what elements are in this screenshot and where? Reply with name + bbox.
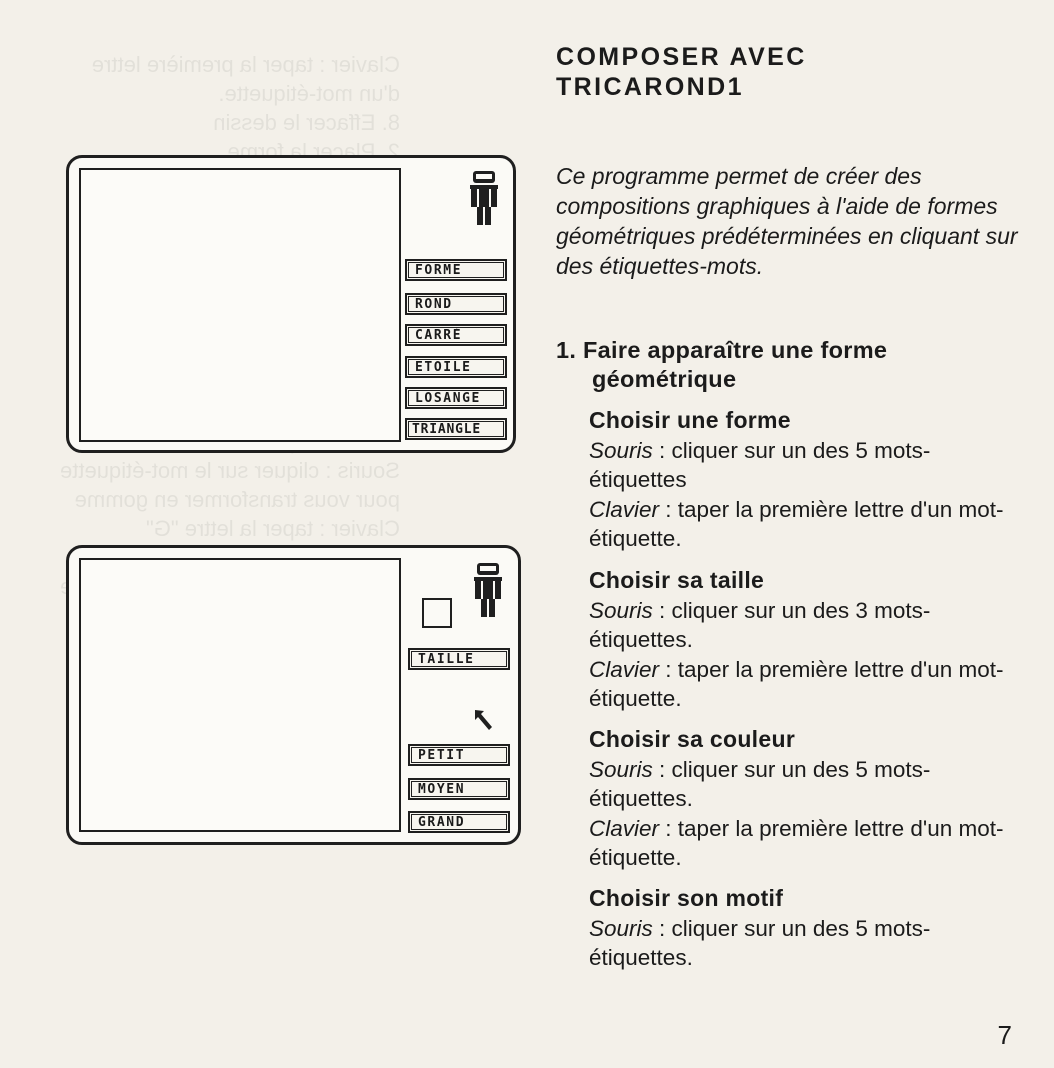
robot-icon[interactable] <box>473 562 503 618</box>
robot-icon[interactable] <box>469 170 499 226</box>
page-title-line2: TRICAROND1 <box>556 73 744 101</box>
label-losange[interactable]: LOSANGE <box>405 387 507 409</box>
bleed-through: Clavier : taper la première lettre d'un mot-étiquette. 8. Effacer le dessin 2. Placer la forme Souris : cliquer sur le mot-étiquette pour vous transformer en gomme Clavier : taper la lettre "G" <box>60 52 400 541</box>
page-number: 7 <box>997 1020 1012 1050</box>
title-block <box>556 42 1026 102</box>
label-triangle[interactable]: TRIANGLE <box>405 418 507 440</box>
label-taille[interactable]: TAILLE <box>408 648 510 670</box>
section-title: 1. Faire apparaître une forme géométrique <box>556 337 888 392</box>
drawing-area <box>79 168 401 442</box>
intro-paragraph: Ce programme permet de créer des compositions graphiques à l'aide de formes géométriques prédéterminées en cliquant sur des étiquettes-mots. <box>556 163 1018 279</box>
label-grand[interactable]: GRAND <box>408 811 510 833</box>
label-etoile[interactable]: ETOILE <box>405 356 507 378</box>
drawing-area <box>79 558 401 832</box>
subsection-motif: Choisir son motif Souris : cliquer sur un des 5 mots-étiquettes. <box>589 884 1019 973</box>
subsection-heading: Choisir son motif <box>589 885 784 911</box>
mouse-pointer-icon <box>473 708 497 734</box>
subsection-taille: Choisir sa taille Souris : cliquer sur un des 3 mots-étiquettes. Clavier : taper la première lettre d'un mot-étiquette. <box>589 566 1019 714</box>
intro-block <box>556 161 1026 281</box>
subsection-heading: Choisir sa couleur <box>589 726 796 752</box>
label-forme[interactable]: FORME <box>405 259 507 281</box>
label-rond[interactable]: ROND <box>405 293 507 315</box>
subsection-couleur: Choisir sa couleur Souris : cliquer sur un des 5 mots-étiquettes. Clavier : taper la première lettre d'un mot-étiquette. <box>589 725 1019 873</box>
screen-mockup-size <box>66 545 521 845</box>
square-shape <box>422 598 452 628</box>
screen-mockup-shapes <box>66 155 516 453</box>
subsection-heading: Choisir une forme <box>589 407 791 433</box>
page-title-line1: COMPOSER AVEC <box>556 43 807 71</box>
label-carre[interactable]: CARRÉ <box>405 324 507 346</box>
subsection-forme: Choisir une forme Souris : cliquer sur un des 5 mots-étiquettes Clavier : taper la première lettre d'un mot-étiquette. <box>589 406 1019 554</box>
label-moyen[interactable]: MOYEN <box>408 778 510 800</box>
subsection-heading: Choisir sa taille <box>589 567 765 593</box>
label-petit[interactable]: PETIT <box>408 744 510 766</box>
